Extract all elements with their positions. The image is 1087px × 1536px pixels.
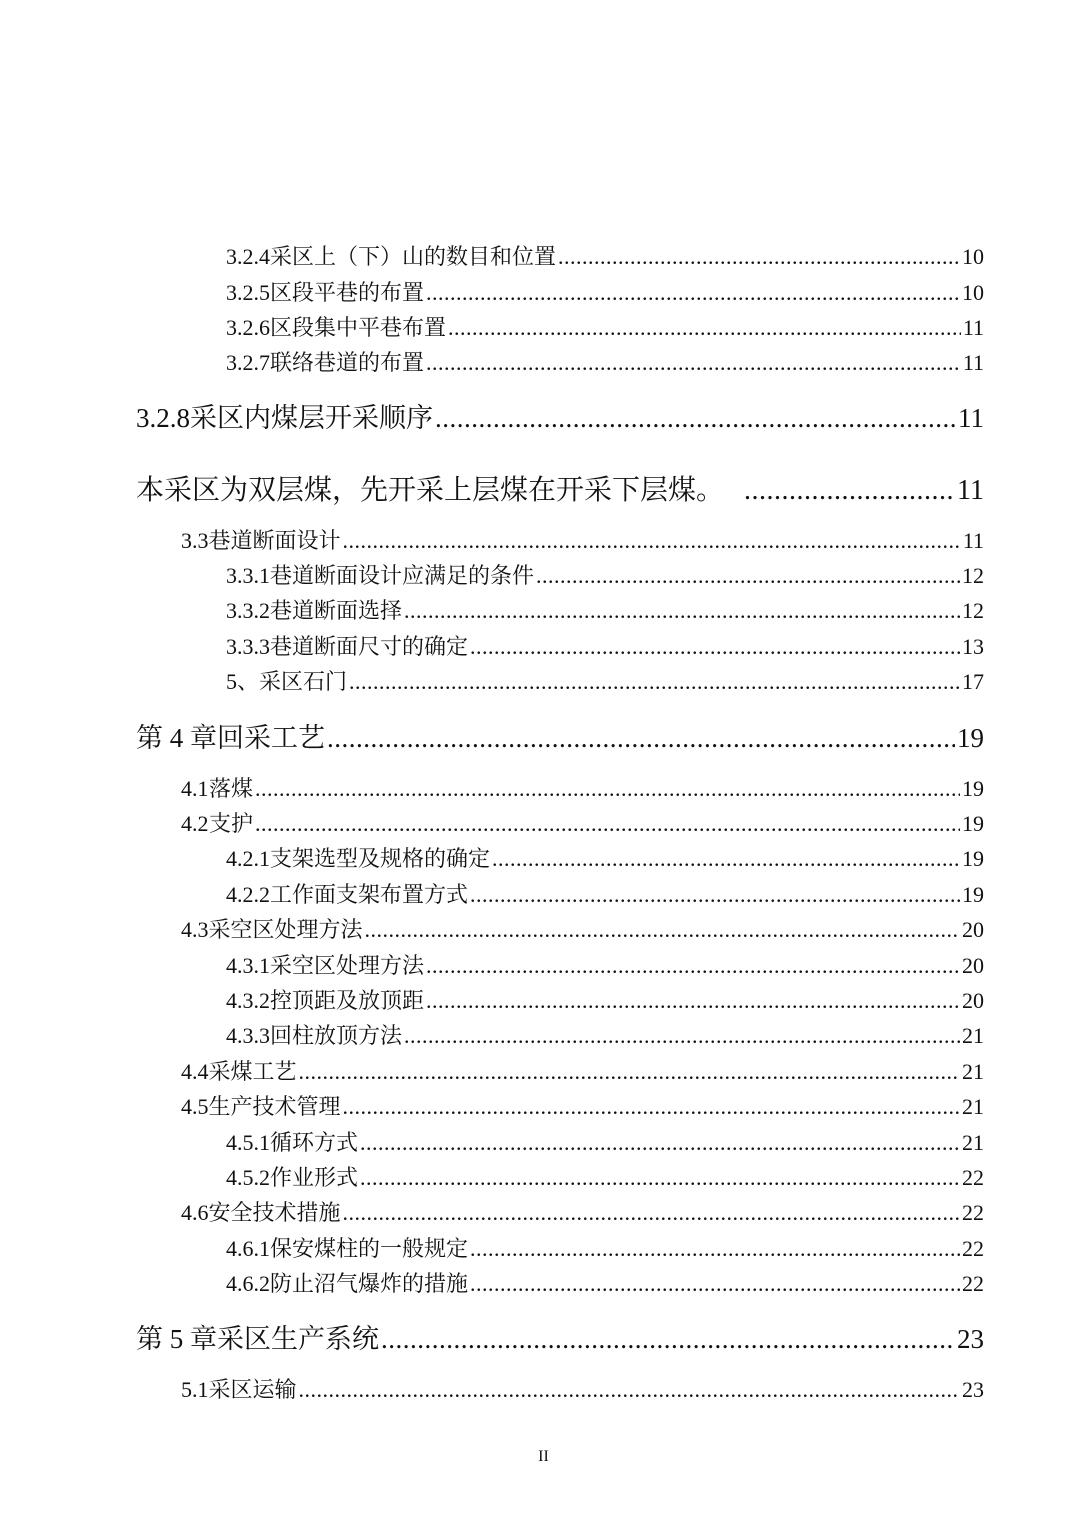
toc-entry[interactable]	[226, 878, 984, 909]
toc-entry-title: 支护	[208, 811, 253, 836]
toc-entry[interactable]	[226, 559, 984, 590]
dot-leader	[404, 598, 960, 624]
dot-leader	[365, 917, 960, 943]
toc-entry[interactable]	[226, 1232, 984, 1263]
toc-entry[interactable]	[226, 1161, 984, 1192]
dot-leader	[492, 846, 960, 872]
toc-entry-number: 4.3.2	[226, 988, 270, 1013]
toc-entry[interactable]	[181, 1373, 984, 1404]
dot-leader	[343, 1094, 960, 1120]
dot-leader	[255, 776, 960, 802]
dot-leader	[435, 403, 956, 434]
toc-entry-title: 采区生产系统	[217, 1324, 379, 1354]
toc-entry[interactable]	[226, 630, 984, 661]
toc-entry-title: 循环方式	[270, 1130, 359, 1155]
toc-entry-number: 3.3	[181, 528, 209, 553]
toc-entry-page: 21	[962, 1130, 984, 1155]
dot-leader	[426, 350, 961, 376]
dot-leader	[426, 988, 960, 1014]
toc-entry-title: 支架选型及规格的确定	[270, 846, 491, 871]
toc-entry-page: 12	[962, 598, 984, 623]
dot-leader	[536, 563, 960, 589]
toc-entry[interactable]	[181, 1090, 984, 1121]
dot-leader	[404, 1023, 960, 1049]
toc-entry[interactable]	[226, 594, 984, 625]
toc-entry-title: 采区上（下）山的数目和位置	[270, 244, 557, 269]
toc-entry-number: 4.6	[181, 1200, 209, 1225]
toc-entry-title: 巷道断面选择	[270, 598, 403, 623]
toc-entry[interactable]	[226, 949, 984, 980]
toc-entry-page: 11	[958, 403, 984, 433]
toc-entry-number: 4.2.2	[226, 882, 270, 907]
toc-entry-number: 4.3.3	[226, 1023, 270, 1048]
toc-entry-title: 回采工艺	[217, 723, 325, 753]
dot-leader	[448, 315, 961, 341]
toc-entry-title: 采区运输	[208, 1377, 297, 1402]
toc-entry-title: 控顶距及放顶距	[270, 988, 425, 1013]
toc-entry-number: 3.2.4	[226, 244, 270, 269]
toc-entry-title: 区段平巷的布置	[270, 280, 425, 305]
toc-entry-number: 3.2.5	[226, 280, 270, 305]
toc-entry-page: 11	[962, 528, 984, 553]
toc-entry[interactable]	[226, 311, 984, 342]
dot-leader	[381, 1324, 955, 1355]
toc-entry-number: 第 5 章	[136, 1324, 217, 1354]
toc-entry-title: 区段集中平巷布置	[270, 315, 447, 340]
toc-entry-page: 10	[962, 244, 984, 269]
toc-entry-page: 20	[962, 988, 984, 1013]
toc-entry-number: 4.6.1	[226, 1236, 270, 1261]
toc-entry-page: 12	[962, 563, 984, 588]
toc-entry-title: 回柱放顶方法	[270, 1023, 403, 1048]
toc-entry-page: 21	[962, 1059, 984, 1084]
toc-entry[interactable]	[181, 772, 984, 803]
dot-leader	[327, 723, 955, 754]
toc-entry-title: 采煤工艺	[208, 1059, 297, 1084]
toc-entry-title: 落煤	[208, 776, 253, 801]
toc-entry-title: 采区内煤层开采顺序	[190, 403, 433, 433]
toc-entry-page: 11	[962, 350, 984, 375]
toc-entry-page: 19	[962, 846, 984, 871]
toc-entry-title: 采空区处理方法	[270, 953, 425, 978]
toc-entry-page: 11	[957, 475, 984, 506]
toc-entry[interactable]	[136, 716, 984, 755]
toc-entry-title: 巷道断面设计	[208, 528, 341, 553]
toc-entry-title: 联络巷道的布置	[270, 350, 425, 375]
dot-leader	[558, 244, 960, 270]
toc-entry[interactable]	[226, 665, 984, 696]
dot-leader	[470, 882, 960, 908]
toc-entry-title: 安全技术措施	[208, 1200, 341, 1225]
dot-leader	[255, 811, 960, 837]
toc-entry-title: 工作面支架布置方式	[270, 882, 469, 907]
toc-entry-number: 3.3.1	[226, 563, 270, 588]
toc-entry-page: 19	[962, 882, 984, 907]
dot-leader	[299, 1377, 960, 1403]
dot-leader	[470, 1236, 960, 1262]
toc-entry-page: 20	[962, 917, 984, 942]
dot-leader	[349, 669, 960, 695]
toc-entry-number: 第 4 章	[136, 723, 217, 753]
toc-entry-number: 4.2.1	[226, 846, 270, 871]
toc-entry-number: 4.6.2	[226, 1271, 270, 1296]
toc-entry-number: 3.3.2	[226, 598, 270, 623]
toc-entry-page: 22	[962, 1200, 984, 1225]
toc-entry[interactable]	[226, 984, 984, 1015]
toc-entry[interactable]	[136, 1317, 984, 1356]
toc-entry-title: 防止沼气爆炸的措施	[270, 1271, 469, 1296]
toc-entry-page: 22	[962, 1271, 984, 1296]
page-number: II	[538, 1448, 549, 1465]
toc-entry-number: 4.4	[181, 1059, 209, 1084]
toc-entry[interactable]	[136, 396, 984, 435]
toc-entry-page: 11	[962, 315, 984, 340]
toc-entry-title: 巷道断面尺寸的确定	[270, 634, 469, 659]
toc-entry-page: 19	[962, 776, 984, 801]
dot-leader	[470, 634, 960, 660]
toc-entry[interactable]	[136, 468, 984, 508]
toc-entry[interactable]	[226, 1267, 984, 1298]
toc-entry-page: 22	[962, 1236, 984, 1261]
toc-entry-page: 19	[957, 723, 984, 753]
toc-entry-page: 13	[962, 634, 984, 659]
dot-leader	[343, 528, 961, 554]
dot-leader	[343, 1200, 960, 1226]
toc-entry-page: 22	[962, 1165, 984, 1190]
toc-entry-title: 巷道断面设计应满足的条件	[270, 563, 535, 588]
dot-leader	[744, 475, 955, 507]
toc-entry-number: 3.2.7	[226, 350, 270, 375]
toc-entry-page: 19	[962, 811, 984, 836]
toc-entry-page: 17	[962, 669, 984, 694]
toc-entry[interactable]	[226, 842, 984, 873]
toc-entry[interactable]	[181, 1196, 984, 1227]
toc-entry-page: 10	[962, 280, 984, 305]
dot-leader	[426, 953, 960, 979]
toc-entry-number: 4.2	[181, 811, 209, 836]
dot-leader	[426, 280, 960, 306]
toc-entry-title: 5、采区石门	[226, 669, 348, 694]
toc-entry-title: 生产技术管理	[208, 1094, 341, 1119]
toc-entry[interactable]	[226, 1126, 984, 1157]
toc-entry-number: 4.5.1	[226, 1130, 270, 1155]
toc-entry[interactable]	[226, 276, 984, 307]
dot-leader	[470, 1271, 960, 1297]
toc-entry[interactable]	[181, 913, 984, 944]
toc-entry-number: 4.1	[181, 776, 209, 801]
toc-entry-page: 20	[962, 953, 984, 978]
toc-entry-number: 4.3.1	[226, 953, 270, 978]
dot-leader	[299, 1059, 960, 1085]
toc-entry[interactable]	[181, 1055, 984, 1086]
toc-entry-page: 21	[962, 1023, 984, 1048]
toc-entry[interactable]	[226, 240, 984, 271]
toc-entry-title: 采空区处理方法	[208, 917, 363, 942]
toc-entry-number: 5.1	[181, 1377, 209, 1402]
toc-entry-number: 3.3.3	[226, 634, 270, 659]
toc-entry[interactable]	[226, 1019, 984, 1050]
toc-entry-title: 本采区为双层煤，先开采上层煤在开采下层煤。	[136, 475, 725, 506]
toc-entry-number: 4.3	[181, 917, 209, 942]
toc-entry-number: 3.2.6	[226, 315, 270, 340]
toc-entry-page: 21	[962, 1094, 984, 1119]
toc-entry-page: 23	[962, 1377, 984, 1402]
toc-entry-title: 保安煤柱的一般规定	[270, 1236, 469, 1261]
toc-entry[interactable]	[181, 807, 984, 838]
dot-leader	[360, 1165, 960, 1191]
toc-entry[interactable]	[226, 346, 984, 377]
toc-entry-title: 作业形式	[270, 1165, 359, 1190]
dot-leader	[360, 1130, 960, 1156]
toc-entry-number: 3.2.8	[136, 403, 190, 433]
toc-entry[interactable]	[181, 524, 984, 555]
toc-entry-number: 4.5	[181, 1094, 209, 1119]
toc-entry-number: 4.5.2	[226, 1165, 270, 1190]
toc-entry-page: 23	[957, 1324, 984, 1354]
